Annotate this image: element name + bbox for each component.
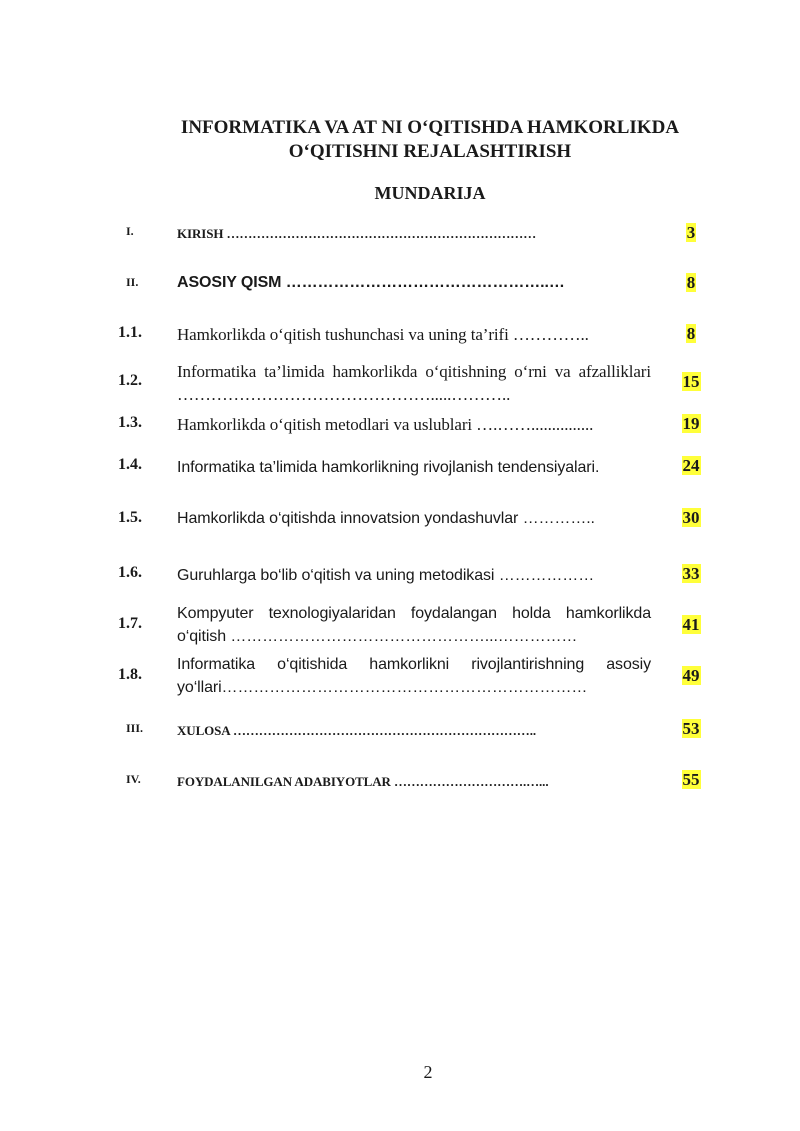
toc-entry-number: 1.3. xyxy=(118,414,142,431)
toc-entry-title: Guruhlarga bo‘lib o‘qitish va uning metodikasi ……………… xyxy=(177,567,595,584)
toc-entry-number: I. xyxy=(126,224,134,238)
toc-heading: MUNDARIJA xyxy=(374,183,486,203)
toc-entry-title: Hamkorlikda o‘qitish metodlari va uslublari ….……............... xyxy=(177,415,594,434)
document-title: INFORMATIKA VA AT NI O‘QITISHDA HAMKORLIKDA O‘QITISHNI REJALASHTIRISH xyxy=(180,117,680,162)
toc-entry-title: KIRISH ……………………………………………………………… xyxy=(177,226,537,241)
toc-entry-number: IV. xyxy=(126,772,141,786)
toc-entry-page: 19 xyxy=(682,414,700,433)
toc-entry-number: III. xyxy=(126,721,144,735)
toc-entry-page: 49 xyxy=(682,666,700,685)
toc-entry-number: 1.2. xyxy=(118,372,142,389)
toc-entry-page: 8 xyxy=(686,273,696,292)
page-number: 2 xyxy=(423,1062,433,1082)
toc-entry-title: Hamkorlikda o‘qitishda innovatsion yondashuvlar ………….. xyxy=(177,510,595,527)
toc-entry-page: 15 xyxy=(682,372,700,391)
toc-entry-number: 1.6. xyxy=(118,564,142,581)
toc-entry-number: 1.4. xyxy=(118,456,142,473)
toc-entry-title: Informatika ta’limida hamkorlikning rivojlanish tendensiyalari. xyxy=(177,459,600,476)
toc-entry-title: Hamkorlikda o‘qitish tushunchasi va uning ta’rifi ………….. xyxy=(177,325,589,344)
toc-entry-number: 1.5. xyxy=(118,509,142,526)
toc-entry-number: 1.7. xyxy=(118,615,142,632)
toc-entry-number: 1.1. xyxy=(118,324,142,341)
toc-entry-page: 30 xyxy=(682,508,700,527)
toc-entry-title: Kompyuter texnologiyalaridan foydalangan holda hamkorlikda o‘qitish …………………………………………...…………… xyxy=(177,605,651,645)
toc-entry-page: 8 xyxy=(686,324,696,343)
toc-entry-page: 53 xyxy=(682,719,700,738)
toc-entry-page: 33 xyxy=(682,564,700,583)
toc-entry-page: 55 xyxy=(682,770,700,789)
toc-entry-title: ASOSIY QISM …………………………………………..… xyxy=(177,274,565,291)
toc-entry-page: 41 xyxy=(682,615,700,634)
toc-entry-title: Informatika ta’limida hamkorlikda o‘qitishning o‘rni va afzalliklari ……………………………………….....……….. xyxy=(177,362,651,404)
toc-entry-title: XULOSA …………………………………………………………….. xyxy=(177,723,537,738)
toc-entry-number: II. xyxy=(126,275,139,289)
toc-entry-title: FOYDALANILGAN ADABIYOTLAR ………………………….…... xyxy=(177,774,549,789)
toc-entry-number: 1.8. xyxy=(118,666,142,683)
toc-entry-title: Informatika o‘qitishida hamkorlikni rivojlantirishning asosiy yo‘llari…………………………………………………………… xyxy=(177,656,651,696)
toc-entry-page: 24 xyxy=(682,456,700,475)
toc-entry-page: 3 xyxy=(686,223,696,242)
